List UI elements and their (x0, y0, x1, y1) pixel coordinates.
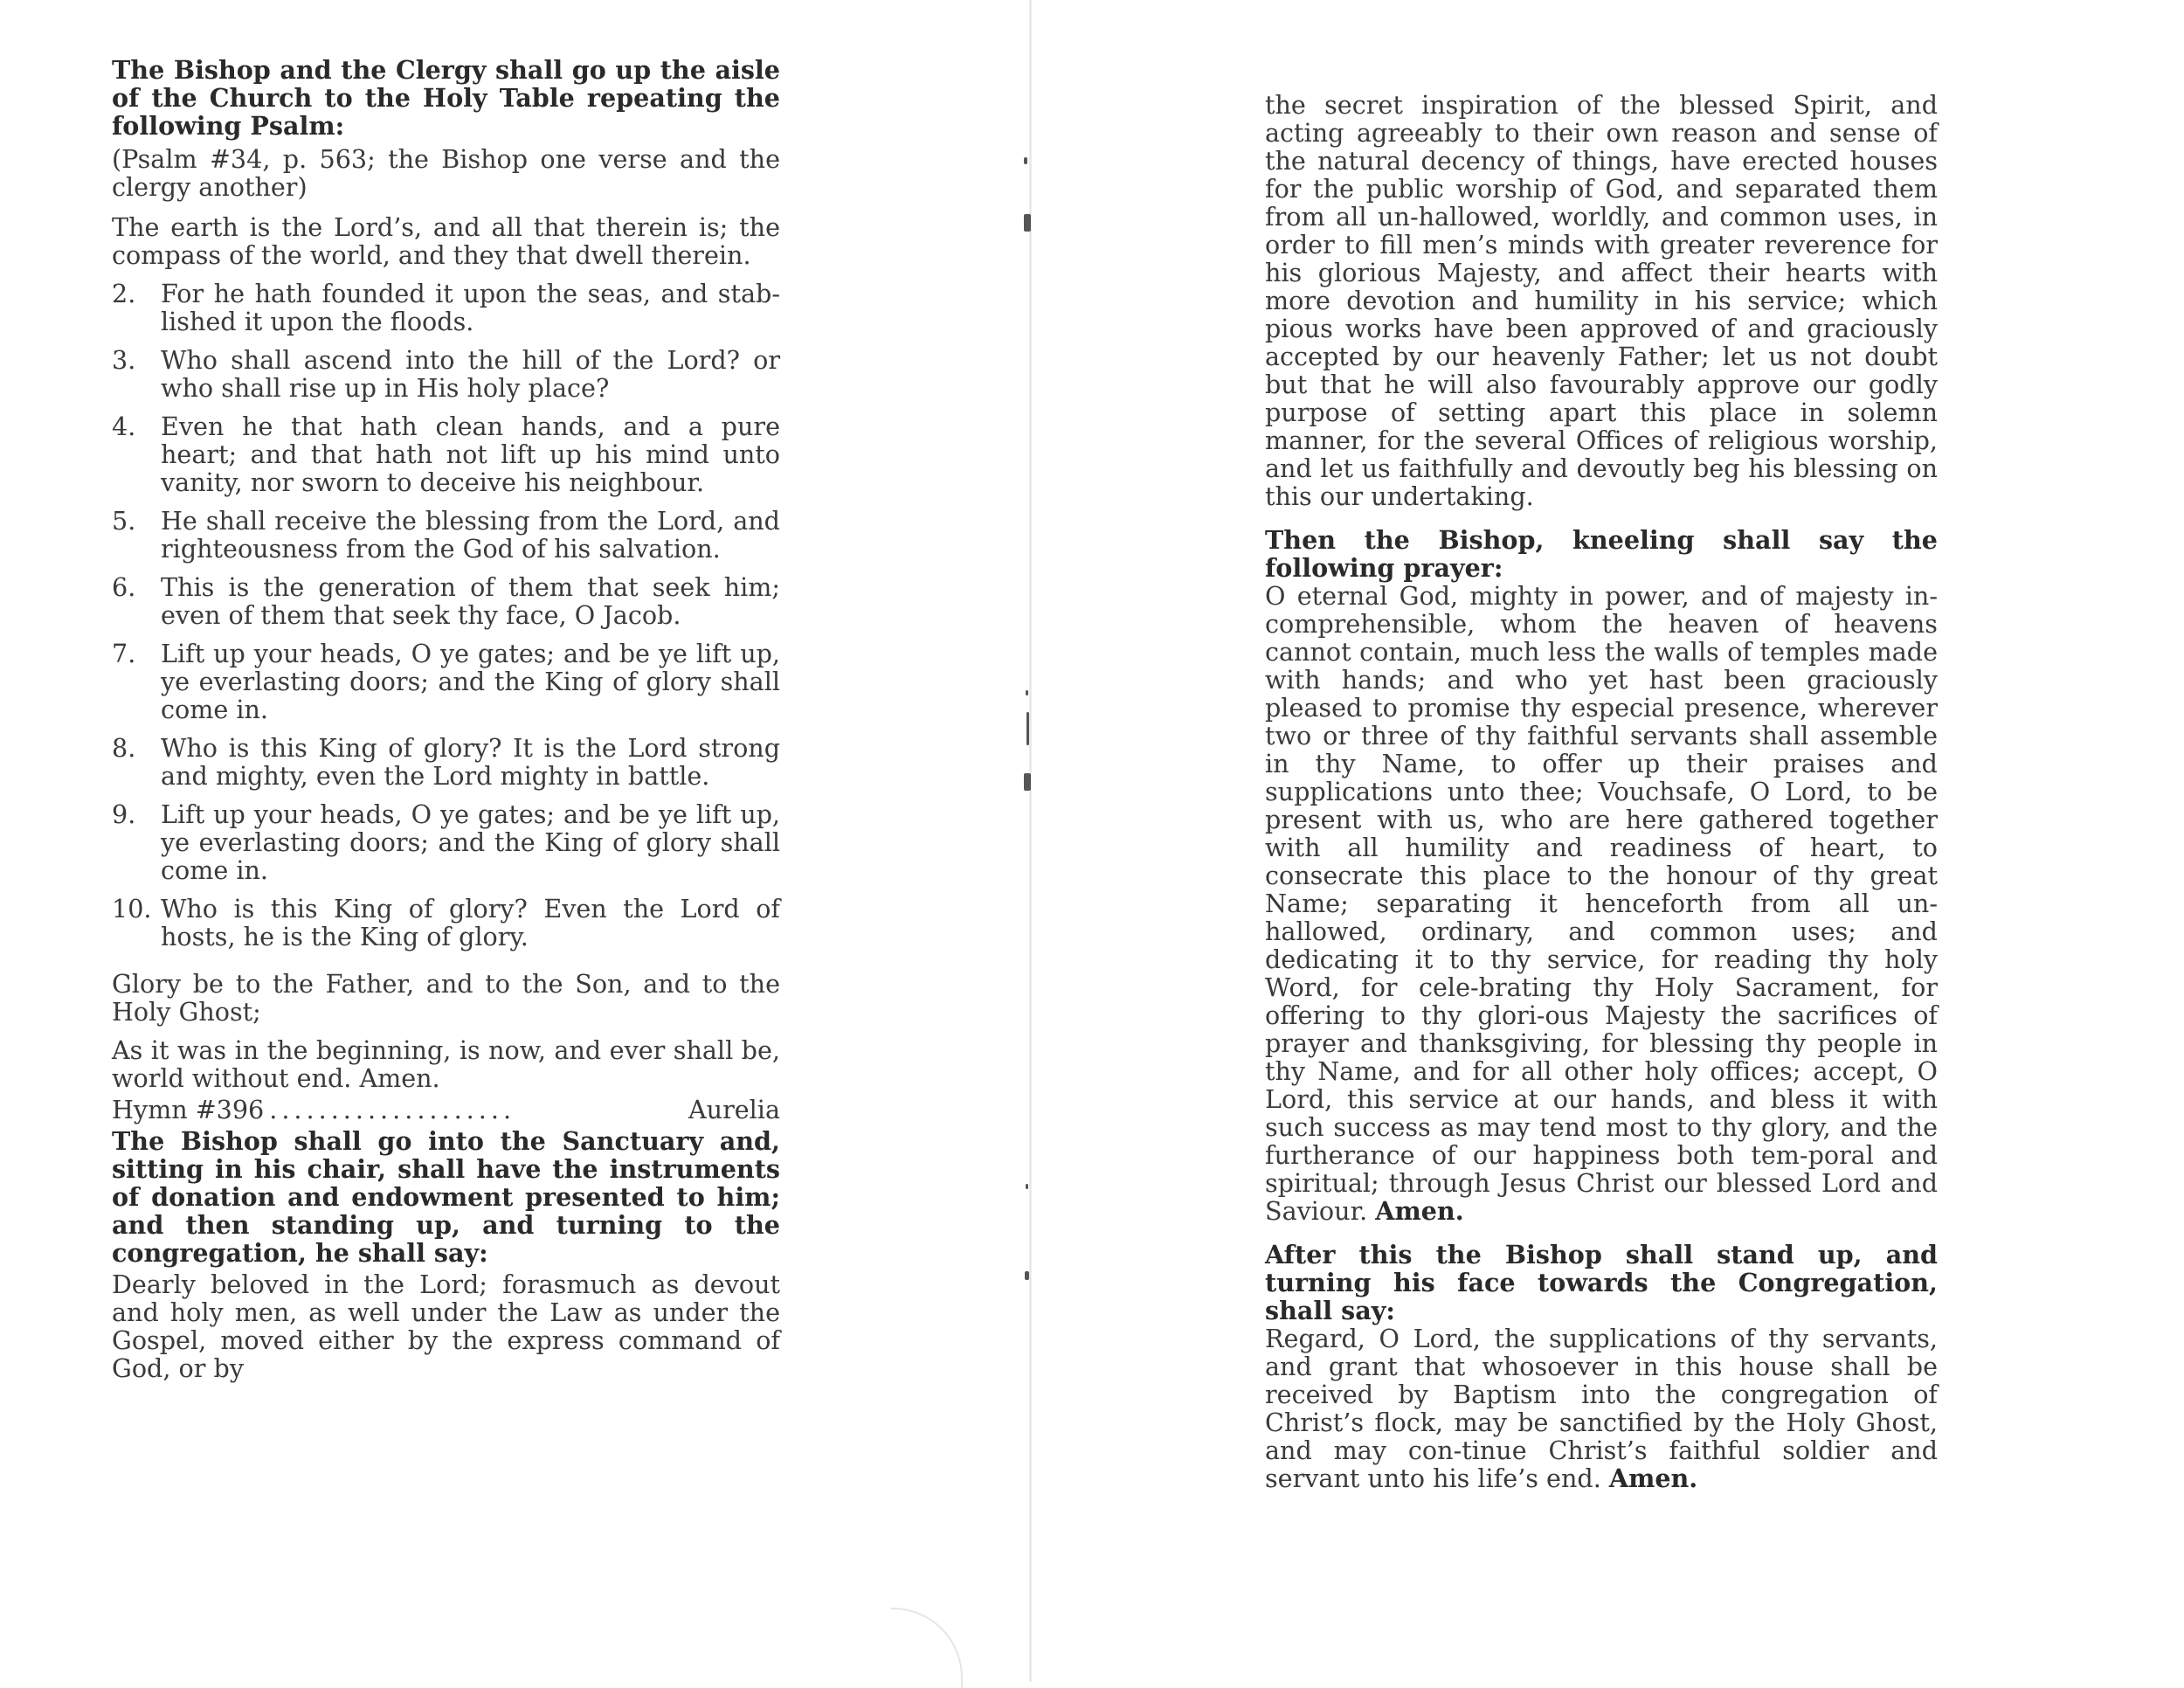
psalm-verse (112, 734, 780, 790)
hymn-number: Hymn #396 (112, 1095, 265, 1124)
psalm-verse (112, 895, 780, 951)
verse-number: 4. (112, 412, 136, 441)
verse-text: This is the generation of them that seek him; even of them that seek thy face, O Jacob. (161, 572, 780, 630)
staple-mark (1024, 773, 1031, 791)
hymn-line (112, 1096, 780, 1124)
verse-number: 2. (112, 279, 136, 308)
staple-mark (1024, 157, 1027, 164)
verse-text: Who is this King of glory? It is the Lord strong and mighty, even the Lord mighty in battle. (161, 733, 780, 791)
consecration-prayer (1265, 582, 1938, 1225)
verse-number: 3. (112, 345, 136, 375)
psalm-verse (112, 280, 780, 336)
bishop-address-continued: the secret inspiration of the blessed Spirit, and acting agreeably to their own reason and sense of the natural decency of things, have erected houses for the public worship of God, and separated them from all un-hallowed, worldly, and common uses, in order to fill men’s minds with greater reverence for his glorious Majesty, and affect their hearts with more devotion and humility in his service; which pious works have been approved of and graciously accepted by our heavenly Father; let us not doubt but that he will also favourably approve our godly purpose of setting apart this place in solemn manner, for the several Offices of religious worship, and let us faithfully and devoutly beg his blessing on this our undertaking. (1265, 90, 1938, 511)
staple-mark (1026, 690, 1028, 695)
staple-mark (1025, 1271, 1029, 1280)
verse-text: Lift up your heads, O ye gates; and be ye lift up, ye everlasting doors; and the King of glory shall come in. (161, 639, 780, 724)
hymn-leader-dots: .................... (269, 1096, 516, 1124)
left-page (112, 56, 780, 1393)
gloria-patri: Glory be to the Father, and to the Son, and to the Holy Ghost; (112, 969, 780, 1027)
paper-crease (891, 1608, 963, 1688)
amen: Amen. (1375, 1196, 1464, 1226)
rubric-sanctuary: The Bishop shall go into the Sanctuary and, sitting in his chair, shall have the instruments of donation and endowment presented to him; and then standing up, and turning to the congregation, he shall say: (112, 1126, 780, 1268)
rubric-kneeling-prayer: Then the Bishop, kneeling shall say the following prayer: (1265, 525, 1938, 583)
gloria-patri-ending: As it was in the beginning, is now, and ever shall be, world without end. Amen. (112, 1035, 780, 1093)
bishop-address-start: Dearly beloved in the Lord; forasmuch as devout and holy men, as well under the Law as under the Gospel, moved either by the express command of God, or by (112, 1269, 780, 1383)
psalm-verse (112, 507, 780, 563)
verse-text: He shall receive the blessing from the Lord, and righteousness from the God of his salvation. (161, 506, 780, 564)
rubric-bishop-stands: After this the Bishop shall stand up, and turning his face towards the Congregation, shall say: (1265, 1240, 1938, 1325)
psalm-verse (112, 640, 780, 723)
verse-number: 5. (112, 506, 136, 536)
baptism-prayer-text: Regard, O Lord, the supplications of thy servants, and grant that whosoever in this house shall be received by Baptism into the congregation of Christ’s flock, may be sanctified by the Holy Ghost, and may con-tinue Christ’s faithful soldier and servant unto his life’s end. (1265, 1324, 1938, 1493)
verse-number: 6. (112, 572, 136, 602)
verse-text: Lift up your heads, O ye gates; and be ye lift up, ye everlasting doors; and the King of glory shall come in. (161, 799, 780, 885)
amen: Amen. (1608, 1463, 1698, 1493)
psalm-verse (112, 573, 780, 629)
psalm-verse-1: The earth is the Lord’s, and all that therein is; the compass of the world, and they that dwell therein. (112, 212, 780, 270)
rubric-procession: The Bishop and the Clergy shall go up the aisle of the Church to the Holy Table repeating the following Psalm: (112, 55, 780, 141)
psalm-note: (Psalm #34, p. 563; the Bishop one verse and the clergy another) (112, 144, 780, 202)
verse-number: 7. (112, 639, 136, 668)
verse-text: Who is this King of glory? Even the Lord of hosts, he is the King of glory. (161, 894, 780, 951)
binding-gutter (1029, 0, 1032, 1682)
staple-mark (1026, 1184, 1028, 1189)
consecration-prayer-text: O eternal God, mighty in power, and of majesty in-comprehensible, whom the heaven of heavens cannot contain, much less the walls of temples made with hands; and who yet hast been graciously pleased to promise thy especial presence, wherever two or three of thy faithful servants shall assemble in thy Name, to offer up their praises and supplications unto thee; Vouchsafe, O Lord, to be present with us, who are here gathered together with all humility and readiness of heart, to consecrate this place to the honour of thy great Name; separating it henceforth from all un-hallowed, ordinary, and common uses; and dedicating it to thy service, for reading thy holy Word, for cele-brating thy Holy Sacrament, for offering to thy glori-ous Majesty the sacrifices of prayer and thanksgiving, for blessing thy people in thy Name, and for all other holy offices; accept, O Lord, this service at our hands, and bless it with such success as may tend most to thy glory, and the furtherance of our happiness both tem-poral and spiritual; through Jesus Christ our blessed Lord and Saviour. (1265, 581, 1938, 1226)
psalm-verse (112, 412, 780, 496)
verse-number: 10. (112, 894, 152, 924)
right-page (1265, 91, 1938, 1503)
psalm-verse (112, 346, 780, 402)
staple-mark (1026, 712, 1029, 745)
verse-text: For he hath founded it upon the seas, and stab-lished it upon the floods. (161, 279, 780, 336)
verse-text: Who shall ascend into the hill of the Lord? or who shall rise up in His holy place? (161, 345, 780, 403)
verse-number: 9. (112, 799, 136, 829)
verse-text: Even he that hath clean hands, and a pure heart; and that hath not lift up his mind unto vanity, nor sworn to deceive his neighbour. (161, 412, 780, 497)
psalm-verse (112, 800, 780, 884)
hymn-tune: Aurelia (688, 1095, 780, 1124)
baptism-prayer (1265, 1325, 1938, 1492)
verse-number: 8. (112, 733, 136, 763)
staple-mark (1024, 214, 1031, 232)
